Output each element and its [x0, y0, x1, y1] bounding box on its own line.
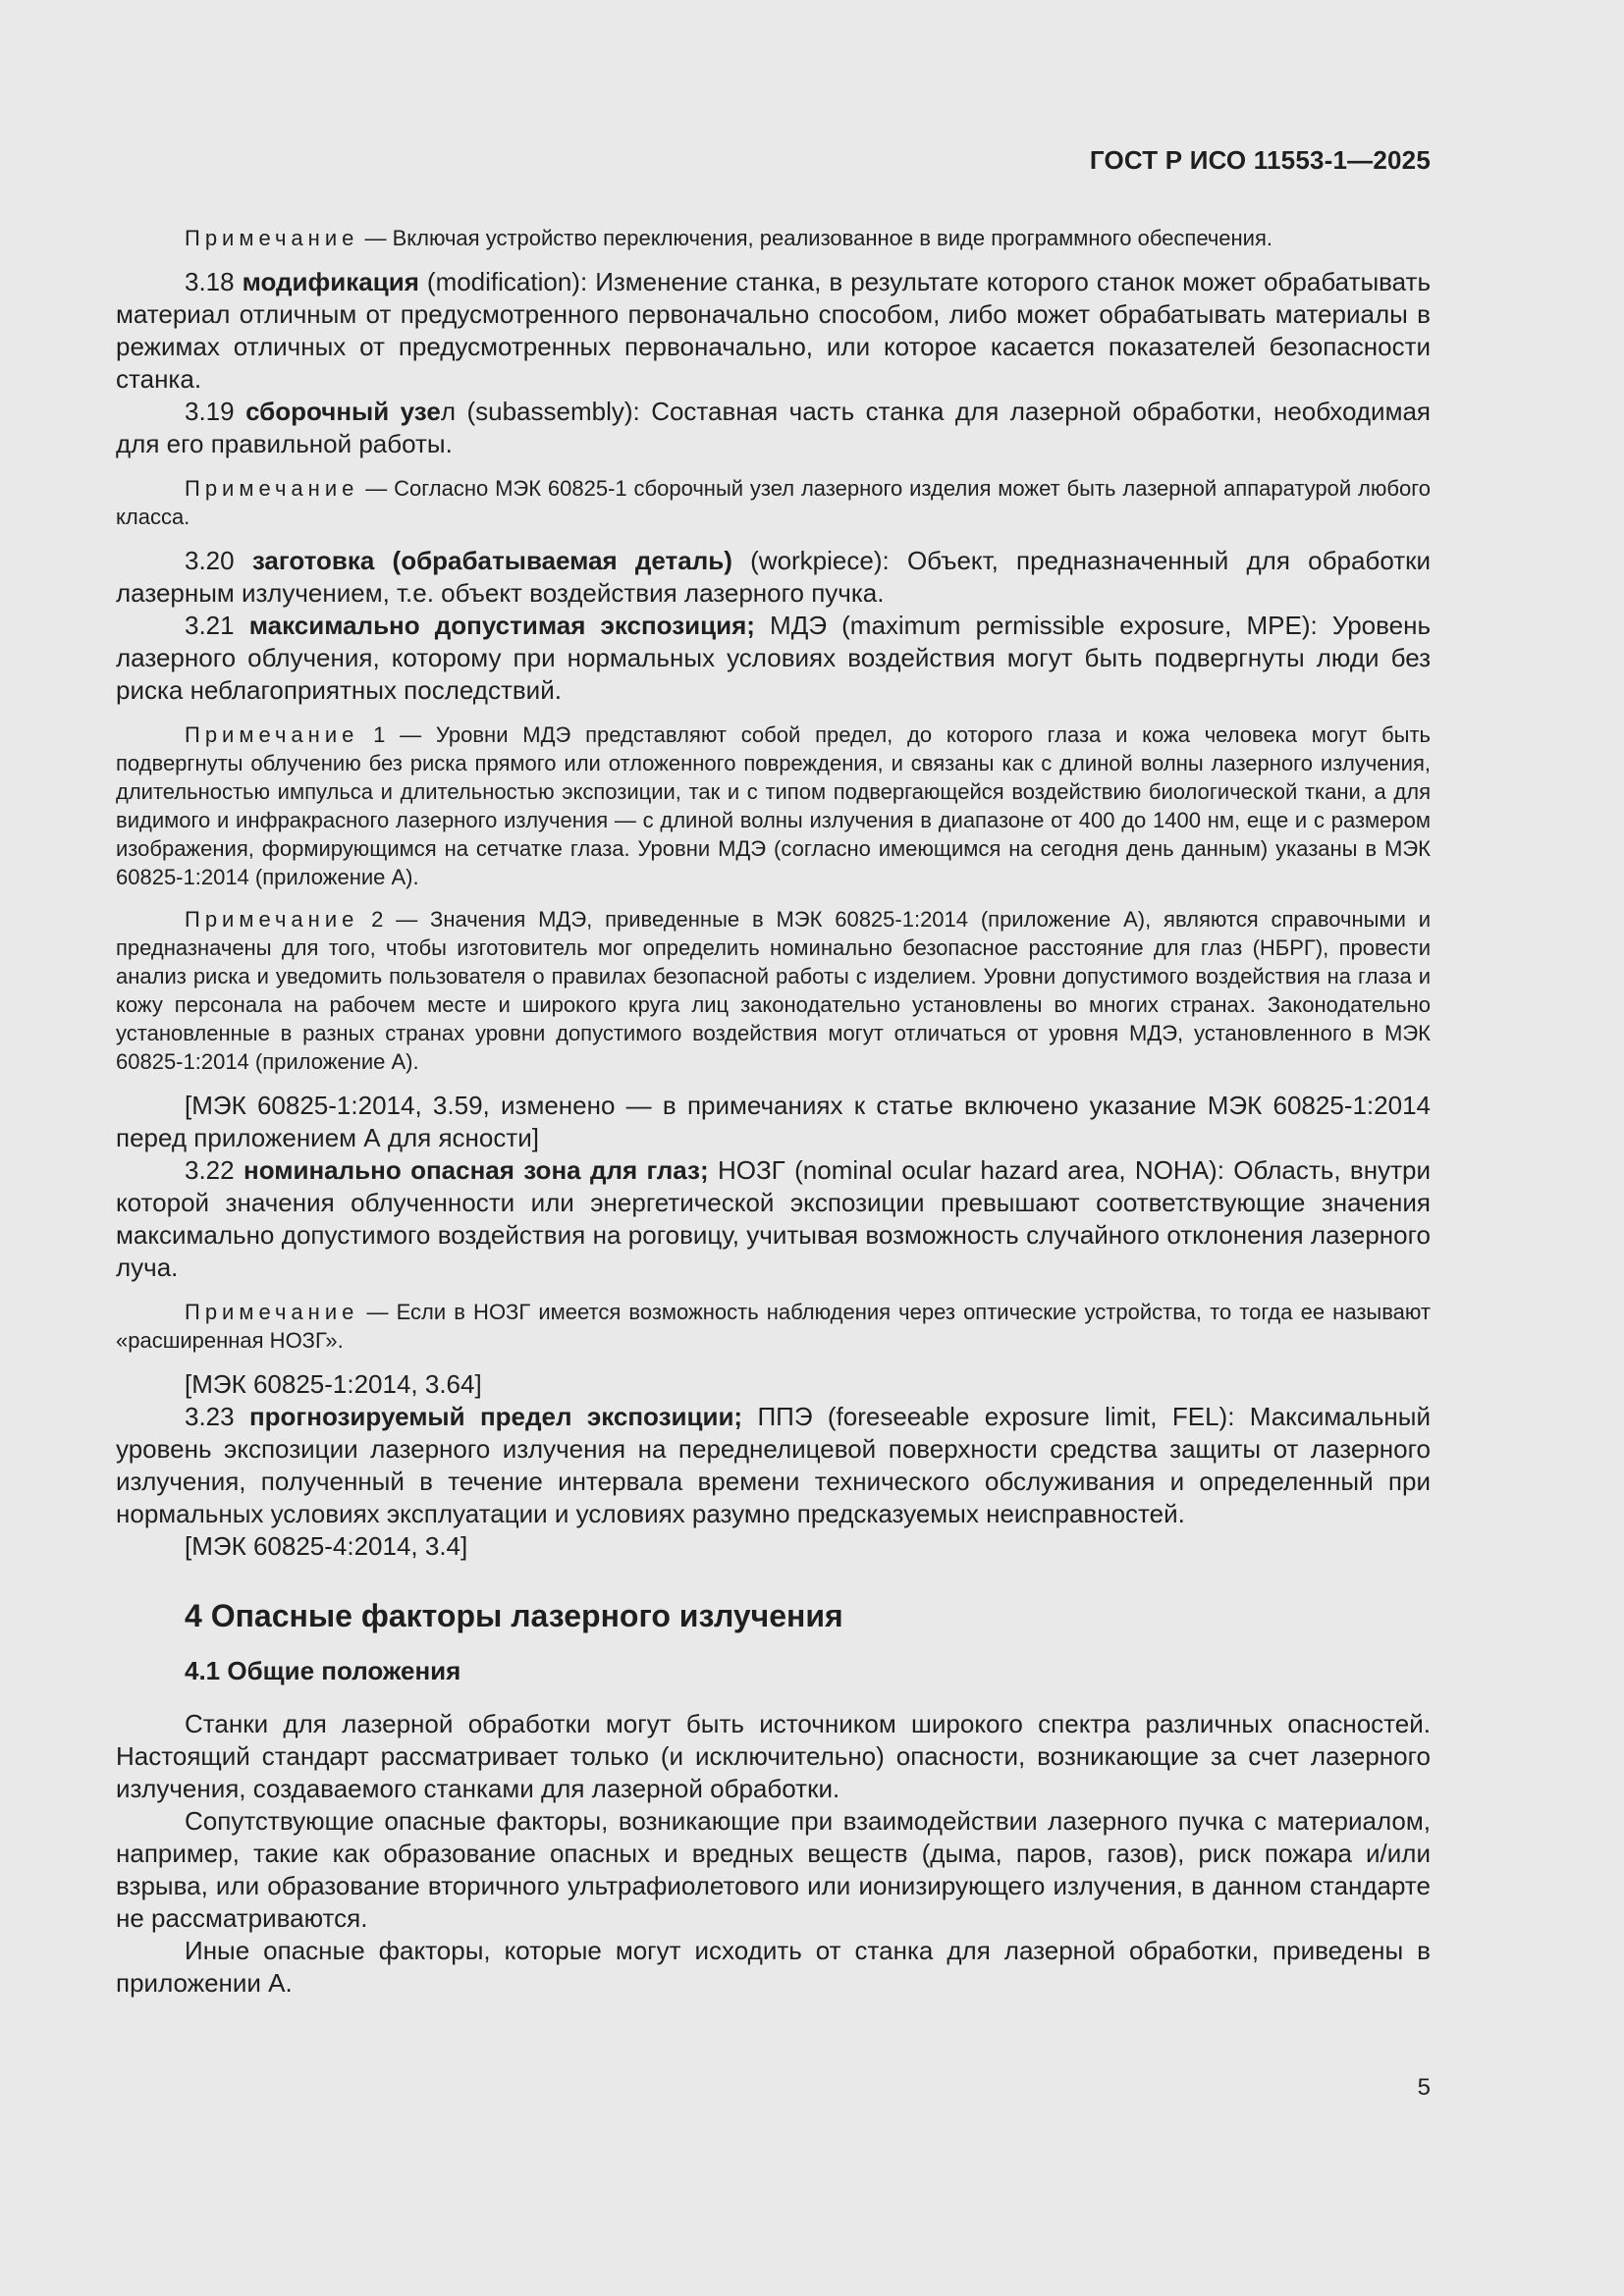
source-reference: [МЭК 60825-4:2014, 3.4] — [185, 1531, 468, 1561]
term-definition: ППЭ (foreseeable exposure limit, FEL): Максимальный уровень экспозиции лазерного излучения на переднелицевой поверхности средства защиты от лазерного излучения, полученный в течение интервала времени технического обслуживания и определенный при нормальных условиях эксплуатации и условиях разумно предсказуемых неисправностей. — [116, 1402, 1431, 1528]
paragraph: Сопутствующие опасные факторы, возникающие при взаимодействии лазерного пучка с материалом, например, такие как образование опасных и вредных веществ (дыма, паров, газов), риск пожара и/или взрыва, или образование вторичного ультрафиолетового или ионизирующего излучения, в данном стандарте не рассматриваются. — [116, 1806, 1431, 1933]
paragraph: Иные опасные факторы, которые могут исходить от станка для лазерной обработки, приведены в приложении А. — [116, 1936, 1431, 1998]
term-number: 3.19 — [185, 397, 246, 426]
document-body — [116, 224, 1431, 2000]
note — [116, 1298, 1431, 1355]
page-number: 5 — [1417, 2074, 1431, 2101]
term-name: модификация — [242, 267, 419, 296]
subsection-heading: 4.1 Общие положения — [185, 1656, 461, 1685]
note-label: Примечание — [185, 226, 359, 250]
note-text: 2 — Значения МДЭ, приведенные в МЭК 60825-1:2014 (приложение А), являются справочными и предназначены для того, чтобы изготовитель мог определить номинально безопасное расстояние для глаз (НБРГ), провести анализ риска и уведомить пользователя о правилах безопасной работы с изделием. Уровни допустимого воздействия на глаза и кожу персонала на рабочем месте и широкого круга лиц законодательно установлены во многих странах. Законодательно установленные в разных странах уровни допустимого воздействия могут отличаться от уровня МДЭ, установленного в МЭК 60825-1:2014 (приложение А). — [116, 907, 1431, 1074]
term-name: прогнозируемый предел экспозиции; — [248, 1402, 743, 1431]
term-number: 3.22 — [185, 1155, 244, 1185]
note-label: Примечание — [185, 907, 359, 932]
note — [116, 905, 1431, 1076]
term-definition: МДЭ (maximum permissible exposure, MPE): Уровень лазерного облучения, которому при нормальных условиях воздействия могут быть подвергнуты люди без риска неблагоприятных последствий. — [116, 611, 1431, 705]
term-name: максимально допустимая экспозиция; — [248, 611, 755, 640]
term-number: 3.20 — [185, 546, 252, 575]
term-definition: л (subassembly): Составная часть станка для лазерной обработки, необходимая для его правильной работы. — [116, 397, 1431, 458]
term-definition: НОЗГ (nominal ocular hazard area, NOHA): Область, внутри которой значения облученности или энергетической экспозиции превышают соответствующие значения максимально допустимого воздействия на роговицу, учитывая возможность случайного отклонения лазерного луча. — [116, 1155, 1431, 1282]
note-label: Примечание — [185, 476, 359, 501]
term-name: заготовка (обрабатываемая деталь) — [251, 546, 732, 575]
term-3-23 — [116, 1401, 1431, 1530]
note-label: Примечание — [185, 1300, 359, 1324]
source-reference: [МЭК 60825-1:2014, 3.59, изменено — в примечаниях к статье включено указание МЭК 60825-1:2014 перед приложением А для ясности] — [116, 1091, 1431, 1152]
note-text: — Согласно МЭК 60825-1 сборочный узел лазерного изделия может быть лазерной аппаратурой любого класса. — [116, 476, 1431, 529]
note-text: — Если в НОЗГ имеется возможность наблюдения через оптические устройства, то тогда ее называют «расширенная НОЗГ». — [116, 1300, 1431, 1353]
note — [116, 224, 1431, 252]
note-text: — Включая устройство переключения, реализованное в виде программного обеспечения. — [358, 226, 1272, 250]
term-3-19 — [116, 396, 1431, 460]
paragraph: Станки для лазерной обработки могут быть источником широкого спектра различных опасностей. Настоящий стандарт рассматривает только (и исключительно) опасности, возникающие за счет лазерного излучения, создаваемого станками для лазерной обработки. — [116, 1709, 1431, 1803]
note — [116, 474, 1431, 531]
term-3-22 — [116, 1154, 1431, 1284]
source-reference: [МЭК 60825-1:2014, 3.64] — [185, 1369, 482, 1399]
term-name: сборочный узе — [245, 397, 441, 426]
term-3-20 — [116, 545, 1431, 610]
term-number: 3.21 — [185, 611, 249, 640]
term-number: 3.18 — [185, 267, 243, 296]
section-heading: 4 Опасные факторы лазерного излучения — [185, 1598, 843, 1633]
note-label: Примечание — [185, 722, 359, 747]
note-text: 1 — Уровни МДЭ представляют собой предел, до которого глаза и кожа человека могут быть подвергнуты облучению без риска прямого или отложенного повреждения, и связаны как с длиной волны лазерного излучения, длительностью импульса и длительностью экспозиции, так и с типом подвергающейся воздействию биологической ткани, а для видимого и инфракрасного лазерного излучения — с длиной волны излучения в диапазоне от 400 до 1400 нм, еще и с размером изображения, формирующимся на сетчатке глаза. Уровни МДЭ (согласно имеющимся на сегодня день данным) указаны в МЭК 60825-1:2014 (приложение А). — [116, 722, 1431, 889]
term-3-18 — [116, 266, 1431, 396]
document-header: ГОСТ Р ИСО 11553-1—2025 — [1089, 145, 1431, 175]
term-definition: (workpiece): Объект, предназначенный для обработки лазерным излучением, т.е. объект воздействия лазерного пучка. — [116, 546, 1432, 608]
note — [116, 721, 1431, 891]
term-definition: (modification): Изменение станка, в результате которого станок может обрабатывать материал отличным от предусмотренного первоначально способом, либо может обрабатывать материалы в режимах отличных от предусмотренных первоначально, или которое касается показателей безопасности станка. — [116, 267, 1431, 394]
term-name: номинально опасная зона для глаз; — [243, 1155, 709, 1185]
term-number: 3.23 — [185, 1402, 249, 1431]
term-3-21 — [116, 610, 1431, 707]
